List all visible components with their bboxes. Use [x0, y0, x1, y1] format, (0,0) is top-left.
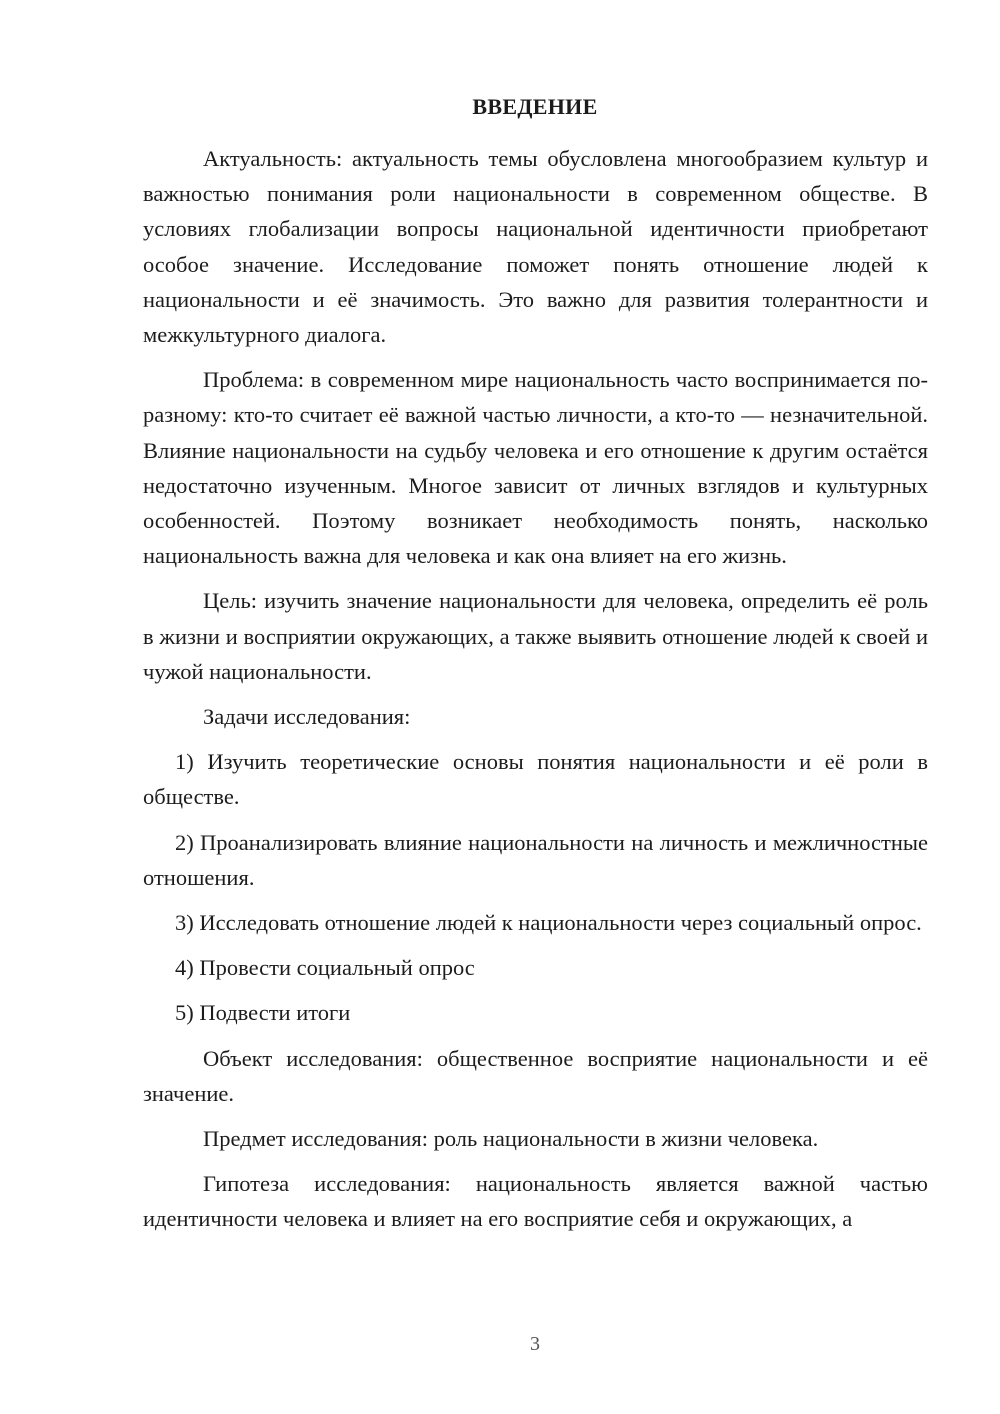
- object-paragraph: Объект исследования: общественное восприятие национальности и её значение.: [143, 1045, 928, 1106]
- page-number: 3: [530, 1333, 540, 1355]
- task-item-2: 2) Проанализировать влияние национальности на личность и межличностные отношения.: [143, 829, 928, 890]
- hypothesis-paragraph: Гипотеза исследования: национальность является важной частью идентичности человека и влияет на его восприятие себя и окружающих, а: [143, 1171, 928, 1232]
- relevance-paragraph: Актуальность: актуальность темы обусловлена многообразием культур и важностью понимания роли национальности в современном обществе. В условиях глобализации вопросы национальной идентичности приобретают особое значение. Исследование поможет понять отношение людей к национальности и её значимость. Это важно для развития толерантности и межкультурного диалога.: [143, 146, 928, 348]
- task-item-4: 4) Провести социальный опрос: [175, 955, 475, 981]
- document-body: [143, 141, 928, 1237]
- task-item-3: 3) Исследовать отношение людей к национальности через социальный опрос.: [175, 910, 922, 936]
- task-item-5: 5) Подвести итоги: [175, 1000, 351, 1026]
- task-item-1: 1) Изучить теоретические основы понятия национальности и её роли в обществе.: [143, 749, 928, 810]
- goal-paragraph: Цель: изучить значение национальности для человека, определить её роль в жизни и восприятии окружающих, а также выявить отношение людей к своей и чужой национальности.: [143, 588, 928, 684]
- tasks-heading: Задачи исследования:: [203, 704, 411, 730]
- section-title: ВВЕДЕНИЕ: [472, 94, 598, 119]
- subject-paragraph: Предмет исследования: роль национальности в жизни человека.: [203, 1126, 819, 1152]
- problem-paragraph: Проблема: в современном мире национальность часто воспринимается по-разному: кто-то считает её важной частью личности, а кто-то — незначительной. Влияние национальности на судьбу человека и его отношение к другим остаётся недостаточно изученным. Многое зависит от личных взглядов и культурных особенностей. Поэтому возникает необходимость понять, насколько национальность важна для человека и как она влияет на его жизнь.: [143, 367, 928, 569]
